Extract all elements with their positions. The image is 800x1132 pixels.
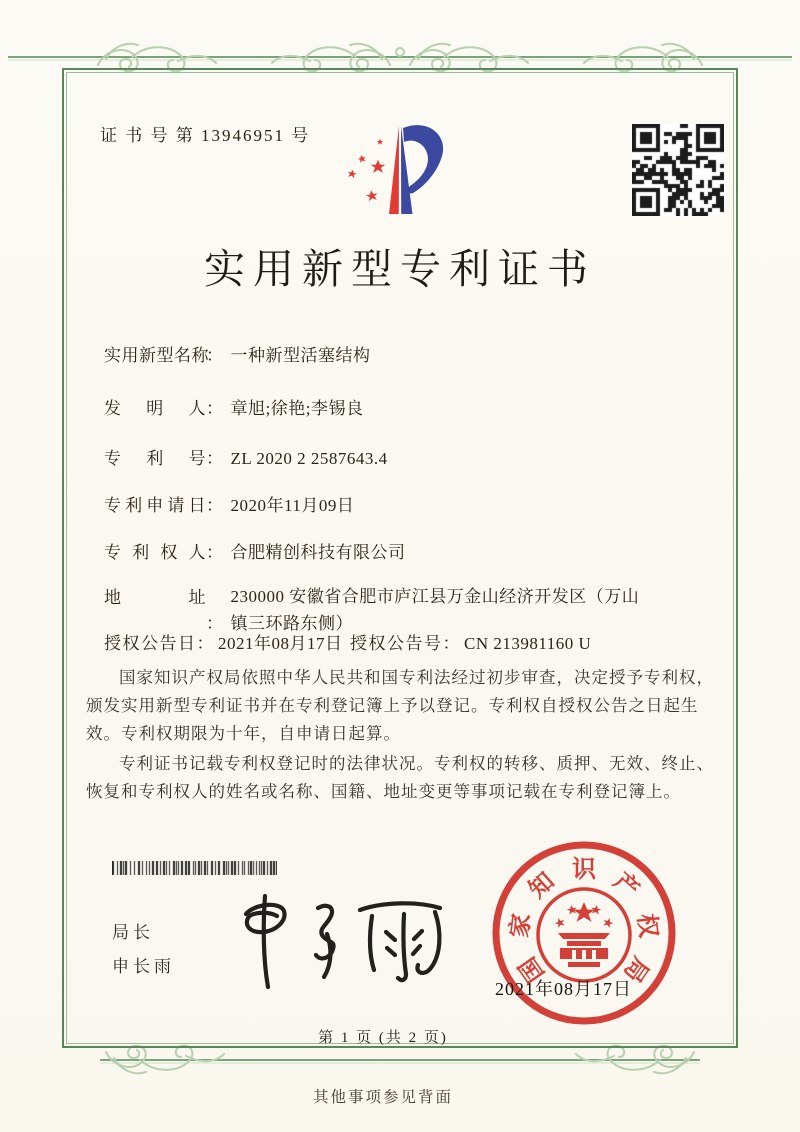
field-colon: ： [206,346,224,365]
grant-date-label: 授权公告日 [104,634,197,653]
field-label: 专利权人 [104,543,206,562]
signer-title: 局长 [112,923,154,942]
field-value: 一种新型活塞结构 [230,346,371,365]
field-colon: ： [206,449,224,468]
official-seal [484,833,684,1033]
seal-ring-text [506,856,663,987]
grant-no-value: CN 213981160 U [464,634,592,653]
field-colon: ： [206,614,224,633]
barcode [112,861,277,875]
field-value: 230000 安徽省合肥市庐江县万金山经济开发区（万山镇三环路东侧） [230,587,640,633]
field-label: 专利申请日 [104,496,206,515]
svg-text:知: 知 [524,868,560,904]
svg-text:局: 局 [618,951,654,987]
page-number: 第 1 页 (共 2 页) [318,1030,448,1046]
field-row-filing-date [104,491,354,516]
paragraph-grant-statement: 国家知识产权局依照中华人民共和国专利法经过初步审查，决定授予专利权，颁发实用新型专利证书并在专利登记簿上予以登记。专利权自授权公告之日起生效。专利权期限为十年，自申请日起算。 [86,668,714,743]
certificate-number: 证 书 号 第 13946951 号 [100,126,311,145]
back-side-note: 其他事项参见背面 [312,1089,453,1106]
signer-block [112,916,175,984]
qr-code [632,124,724,216]
svg-text:识: 识 [572,857,596,883]
page-title: 实用新型专利证书 [204,246,596,292]
svg-text:产: 产 [608,868,644,904]
seal-national-emblem [538,889,630,981]
field-colon: ： [196,634,214,653]
paragraph-register-statement: 专利证书记载专利权登记时的法律状况。专利权的转移、质押、无效、终止、恢复和专利权人的姓名或名称、国籍、地址变更等事项记载在专利登记簿上。 [86,754,714,801]
seal-date: 2021年08月17日 [495,979,632,999]
field-value: 章旭;徐艳;李锡良 [230,399,364,418]
field-colon: ： [206,399,224,418]
field-row-inventors [104,394,363,419]
logo-triangle-red [389,126,399,214]
field-label: 发明人 [104,399,206,418]
logo-stars [347,139,385,202]
signer-name: 申长雨 [112,957,175,976]
svg-text:权: 权 [632,912,661,940]
field-row-name [104,341,371,366]
grant-no-group [350,629,591,654]
body-text [86,664,716,808]
cnipa-logo [332,112,474,236]
grant-date-value: 2021年08月17日 [218,634,343,653]
field-colon: ： [206,543,224,562]
field-row-patentee [104,538,406,563]
field-row-patent-no [104,444,388,469]
field-colon: ： [206,496,224,515]
field-value: 合肥精创科技有限公司 [230,543,406,562]
svg-text:家: 家 [507,912,536,940]
logo-p-bowl [403,125,443,193]
field-colon: ： [442,634,460,653]
field-value: ZL 2020 2 2587643.4 [230,449,388,468]
director-signature [232,884,452,999]
field-label: 专利号 [104,449,206,468]
field-value: 2020年11月09日 [230,496,355,515]
field-label: 地址 [104,588,206,607]
svg-text:国: 国 [514,951,550,987]
grant-no-label: 授权公告号 [350,634,443,653]
field-row-grant [104,629,592,654]
field-label: 实用新型名称 [104,346,209,365]
